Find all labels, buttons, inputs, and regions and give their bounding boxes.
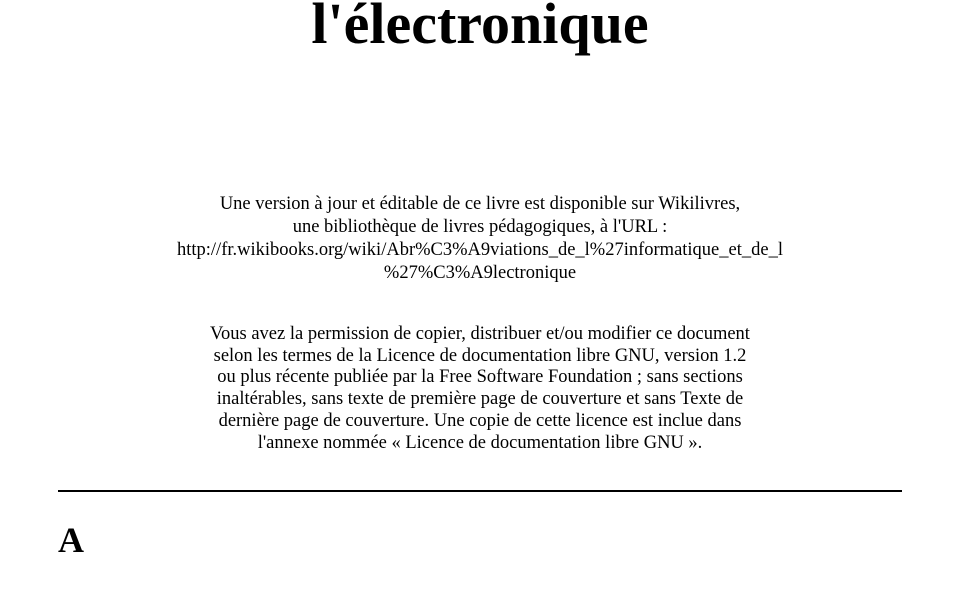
document-title: l'électronique	[311, 0, 649, 56]
license-notice-line: dernière page de couverture. Une copie de cette licence est inclue dans	[218, 410, 742, 431]
license-notice-line: selon les termes de la Licence de documentation libre GNU, version 1.2	[213, 345, 747, 366]
wikibooks-url-line: %27%C3%A9lectronique	[383, 263, 577, 283]
license-notice	[0, 324, 960, 454]
section-heading: A	[58, 520, 84, 560]
wikibooks-notice-line: Une version à jour et éditable de ce livre est disponible sur Wikilivres,	[219, 194, 741, 214]
wikibooks-notice	[0, 193, 960, 285]
horizontal-divider	[58, 490, 902, 492]
wikibooks-notice-line: une bibliothèque de livres pédagogiques, à l'URL :	[292, 217, 668, 237]
license-notice-line: ou plus récente publiée par la Free Software Foundation ; sans sections	[217, 367, 743, 388]
license-notice-line: inaltérables, sans texte de première page de couverture et sans Texte de	[216, 389, 744, 410]
wikibooks-url-line: http://fr.wikibooks.org/wiki/Abr%C3%A9viations_de_l%27informatique_et_de_l	[177, 240, 783, 260]
license-notice-line: Vous avez la permission de copier, distribuer et/ou modifier ce document	[210, 324, 750, 344]
license-notice-line: l'annexe nommée « Licence de documentation libre GNU ».	[257, 432, 703, 453]
